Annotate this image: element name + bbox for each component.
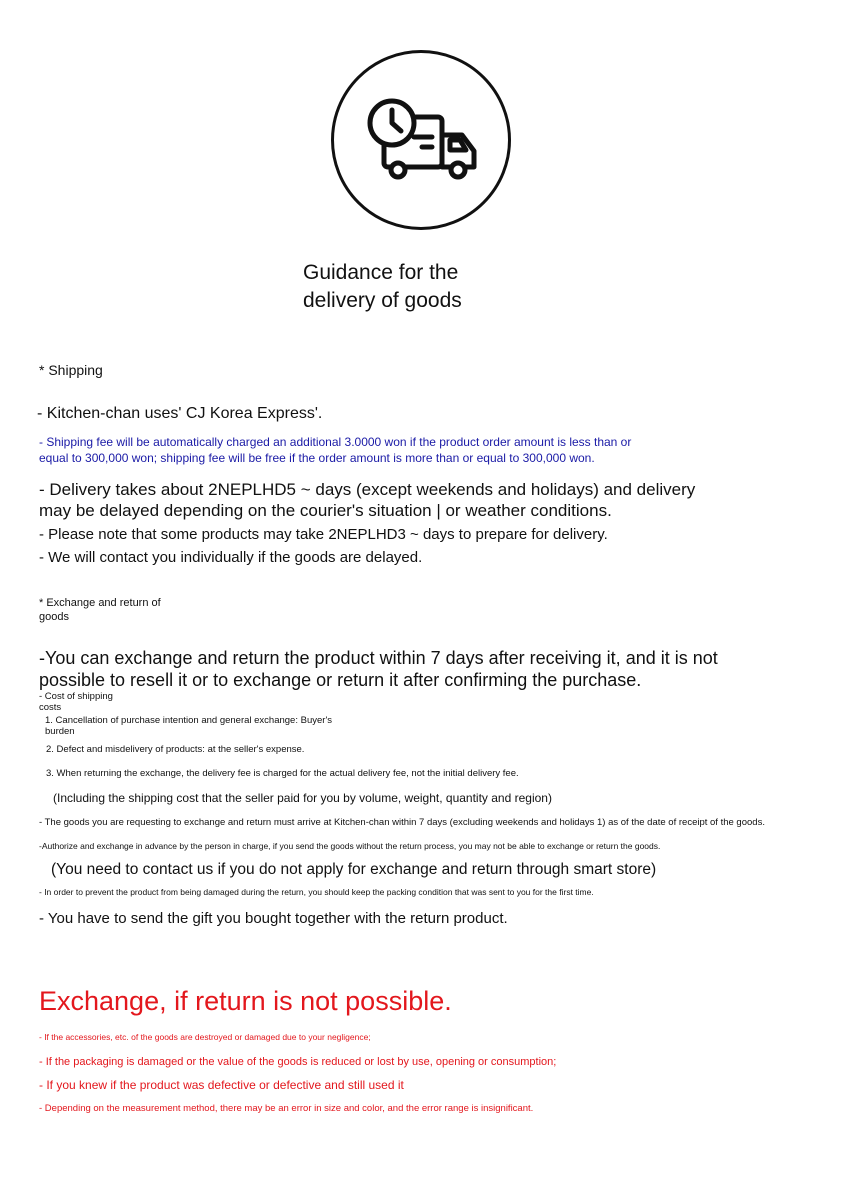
carrier-note: - Kitchen-chan uses' CJ Korea Express'. <box>37 405 323 422</box>
delivery-truck-clock-icon <box>366 95 478 185</box>
prep-time-note: - Please note that some products may take 2NEPLHD3 ~ days to prepare for delivery. <box>39 526 608 543</box>
not-possible-item-2: - If the packaging is damaged or the value of the goods is reduced or lost by use, opening or consumption; <box>39 1056 557 1068</box>
page-title-line2: delivery of goods <box>303 289 462 312</box>
cost-item-1-line2: burden <box>45 726 75 737</box>
exchange-heading-line1: * Exchange and return of <box>39 597 161 609</box>
shipping-cost-heading <box>39 691 113 713</box>
page-title <box>303 259 543 315</box>
shipping-cost-heading-line1: - Cost of shipping <box>39 691 113 702</box>
not-possible-item-3: - If you knew if the product was defective or defective and still used it <box>39 1078 404 1092</box>
cost-item-1 <box>45 715 332 737</box>
exchange-main-note-line1: -You can exchange and return the product within 7 days after receiving it, and it is not <box>39 648 718 668</box>
shipping-fee-note-line1: - Shipping fee will be automatically charged an additional 3.0000 won if the product order amount is less than or <box>39 435 632 449</box>
cost-item-2: 2. Defect and misdelivery of products: at the seller's expense. <box>46 744 305 755</box>
delivery-time-note-line1: - Delivery takes about 2NEPLHD5 ~ days (except weekends and holidays) and delivery <box>39 480 696 499</box>
including-cost-note: (Including the shipping cost that the seller paid for you by volume, weight, quantity and region) <box>53 791 552 805</box>
shipping-cost-heading-line2: costs <box>39 702 62 713</box>
not-possible-item-4: - Depending on the measurement method, there may be an error in size and color, and the error range is insignificant. <box>39 1103 534 1114</box>
page-title-line1: Guidance for the <box>303 261 459 284</box>
cost-item-1-line1: 1. Cancellation of purchase intention and general exchange: Buyer's <box>45 715 333 726</box>
shipping-heading: * Shipping <box>39 362 103 378</box>
delivery-time-note <box>39 479 695 521</box>
exchange-heading <box>39 596 161 624</box>
delay-contact-note: - We will contact you individually if the goods are delayed. <box>39 549 423 566</box>
packing-note: - In order to prevent the product from being damaged during the return, you should keep the packing condition that was sent to you for the first time. <box>39 887 594 897</box>
delivery-time-note-line2: may be delayed depending on the courier's situation | or weather conditions. <box>39 501 612 520</box>
arrival-deadline-note: - The goods you are requesting to exchange and return must arrive at Kitchen-chan within 7 days (excluding weekends and holidays 1) as of the date of receipt of the goods. <box>39 817 765 828</box>
gift-return-note: - You have to send the gift you bought together with the return product. <box>39 910 508 927</box>
shipping-fee-note <box>39 434 689 466</box>
cost-item-3: 3. When returning the exchange, the delivery fee is charged for the actual delivery fee, not the initial delivery fee. <box>46 768 519 779</box>
exchange-main-note <box>39 647 718 691</box>
contact-us-note: (You need to contact us if you do not apply for exchange and return through smart store) <box>51 861 657 878</box>
exchange-heading-line2: goods <box>39 611 69 623</box>
shipping-fee-note-line2: equal to 300,000 won; shipping fee will be free if the order amount is more than or equal to 300,000 won. <box>39 451 595 465</box>
authorize-note: -Authorize and exchange in advance by the person in charge, if you send the goods without the return process, you may not be able to exchange or return the goods. <box>39 841 661 851</box>
not-possible-item-1: - If the accessories, etc. of the goods are destroyed or damaged due to your negligence; <box>39 1032 371 1042</box>
not-possible-title: Exchange, if return is not possible. <box>39 986 452 1016</box>
exchange-main-note-line2: possible to resell it or to exchange or return it after confirming the purchase. <box>39 670 642 690</box>
